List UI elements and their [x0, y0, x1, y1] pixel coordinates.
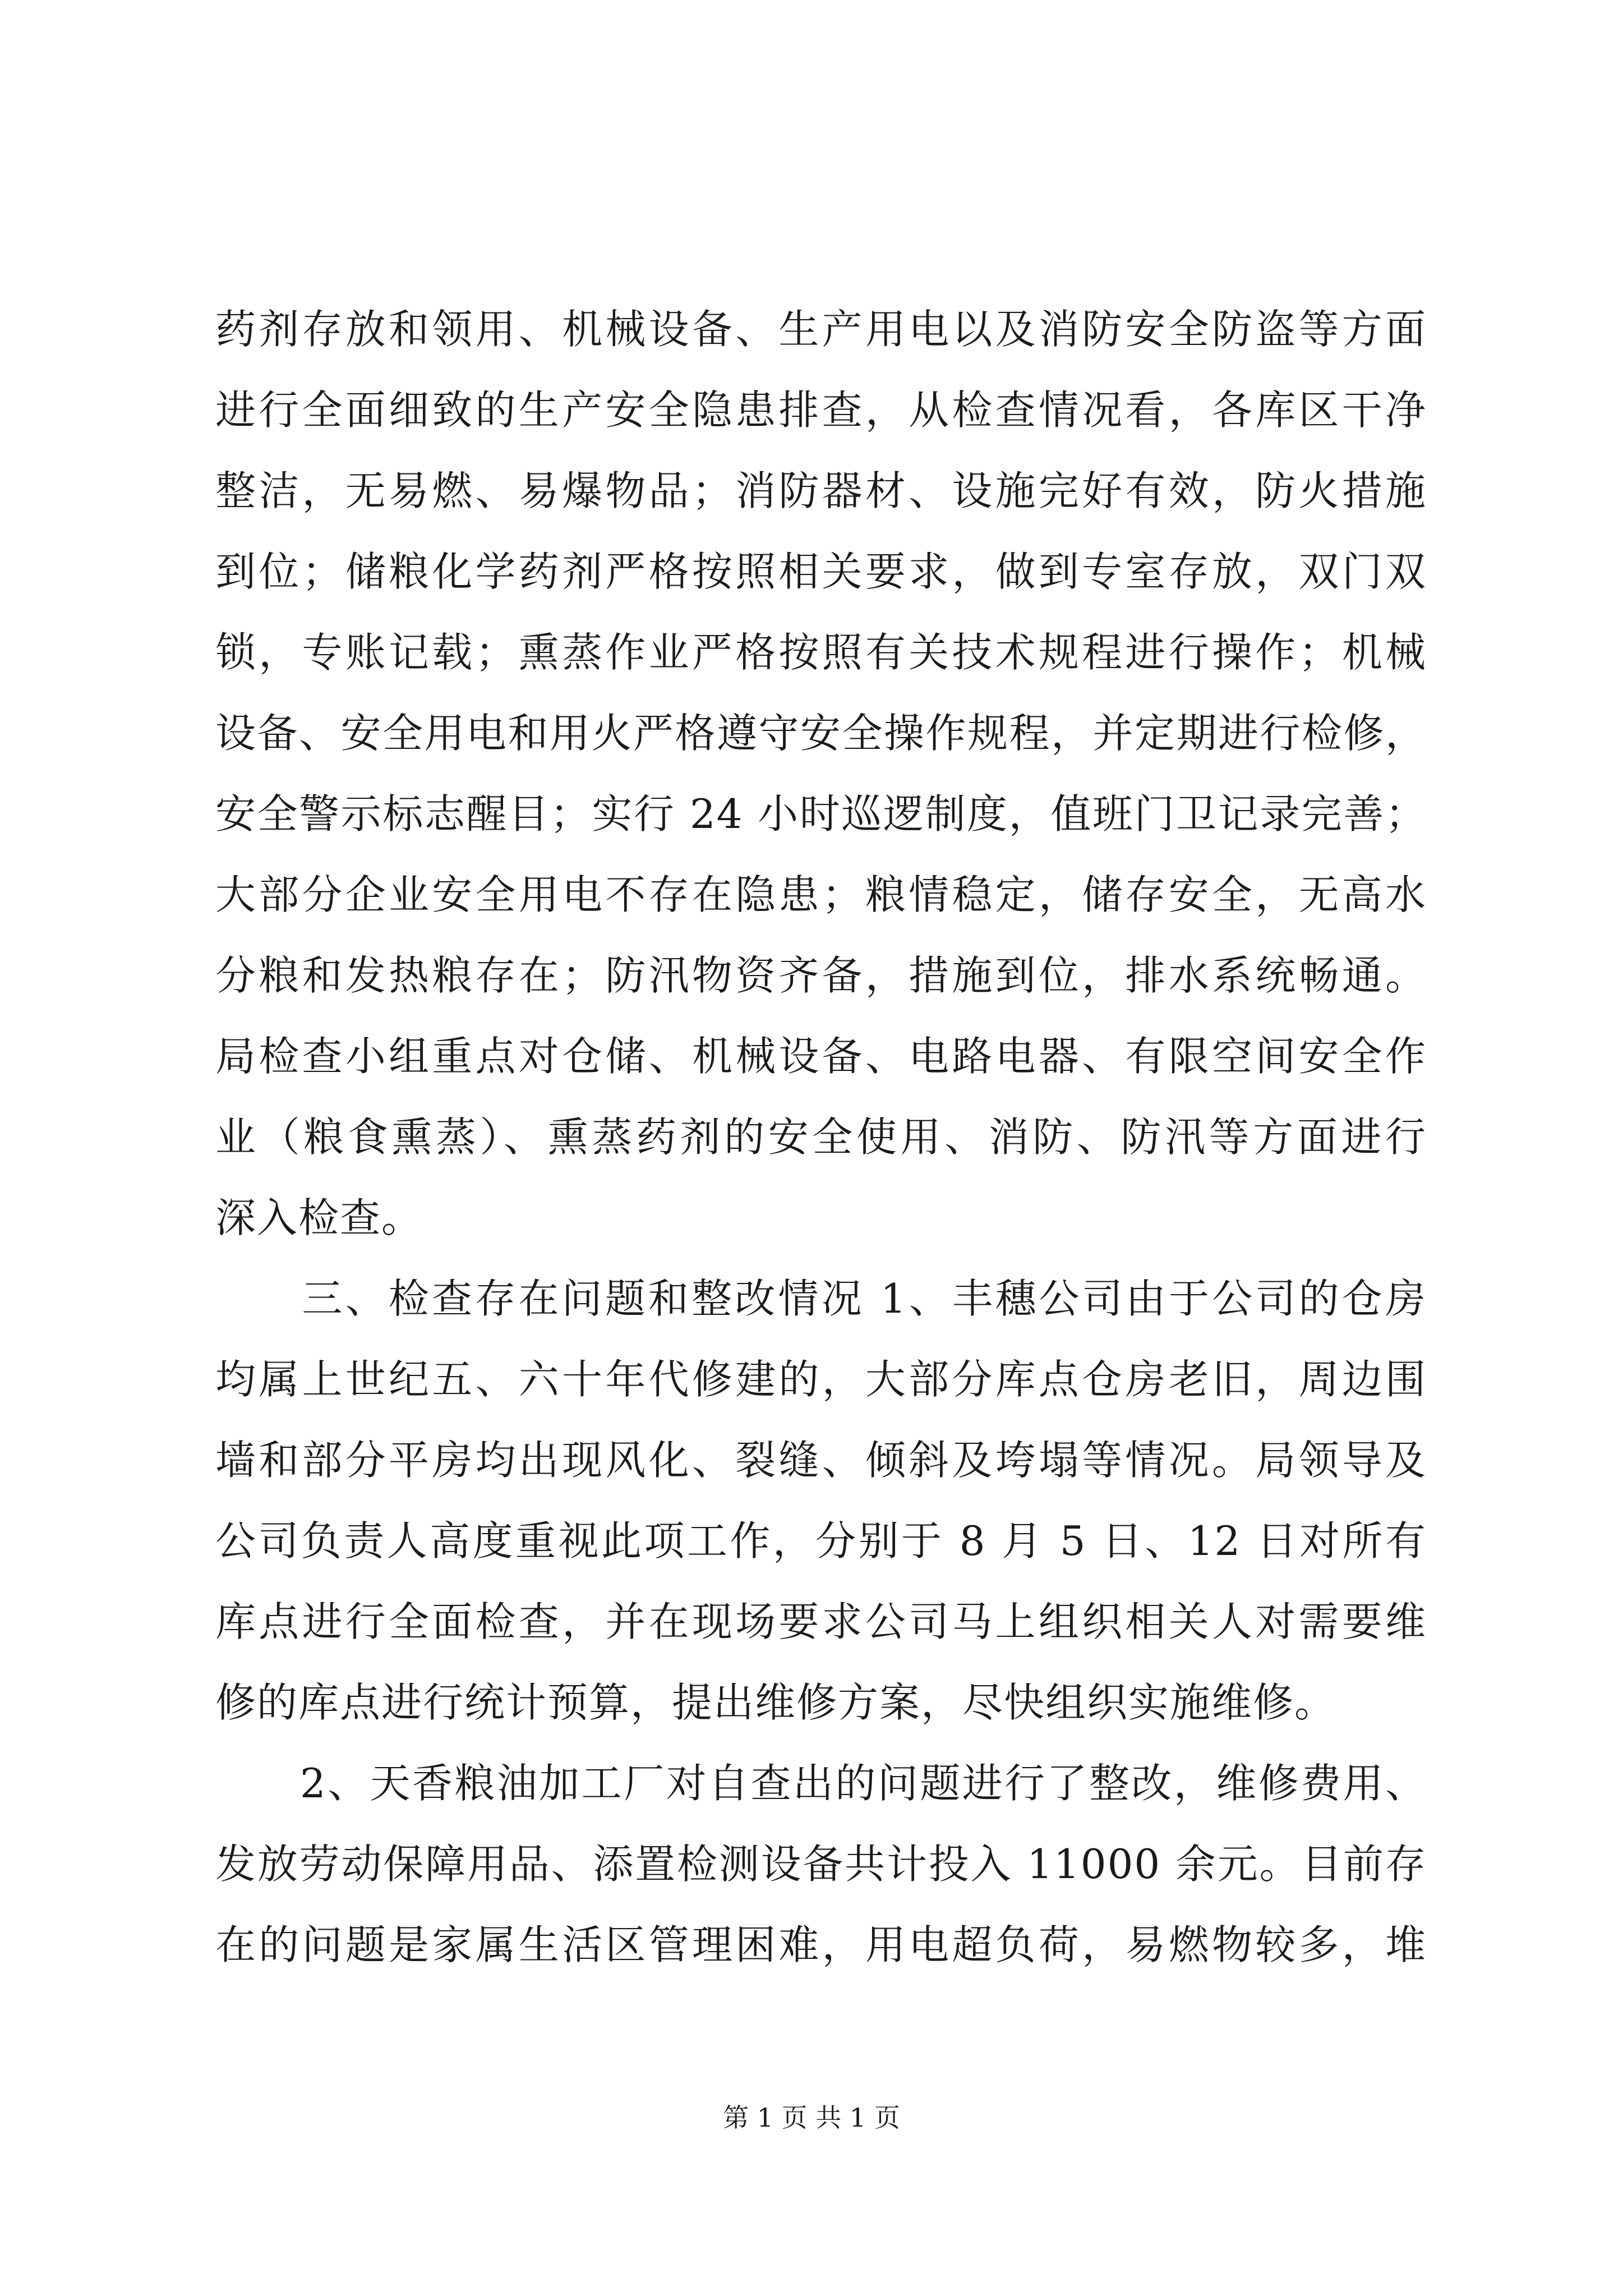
document-body	[215, 289, 1427, 1985]
text-line: 修的库点进行统计预算，提出维修方案，尽快组织实施维修。	[215, 1679, 1336, 1726]
text-line: 公司负责人高度重视此项工作，分别于 8 月 5 日、12 日对所有	[215, 1517, 1427, 1565]
text-line: 局检查小组重点对仓储、机械设备、电路电器、有限空间安全作	[215, 1033, 1427, 1080]
text-line: 药剂存放和领用、机械设备、生产用电以及消防安全防盗等方面	[215, 306, 1427, 353]
text-line: 到位；储粮化学药剂严格按照相关要求，做到专室存放，双门双	[215, 548, 1427, 595]
page-number: 第 1 页 共 1 页	[723, 2102, 900, 2133]
text-line: 安全警示标志醒目；实行 24 小时巡逻制度，值班门卫记录完善；	[215, 790, 1427, 838]
text-line: 大部分企业安全用电不存在隐患；粮情稳定，储存安全，无高水	[215, 871, 1427, 918]
text-line: 三、检查存在问题和整改情况 1、丰穗公司由于公司的仓房	[215, 1275, 1427, 1322]
page-footer	[0, 2101, 1623, 2134]
text-line: 设备、安全用电和用火严格遵守安全操作规程，并定期进行检修，	[215, 710, 1427, 757]
text-line: 库点进行全面检查，并在现场要求公司马上组织相关人对需要维	[215, 1598, 1427, 1645]
text-line: 整洁，无易燃、易爆物品；消防器材、设施完好有效，防火措施	[215, 467, 1427, 514]
text-line: 2、天香粮油加工厂对自查出的问题进行了整改，维修费用、	[215, 1760, 1427, 1807]
text-line: 业（粮食熏蒸）、熏蒸药剂的安全使用、消防、防汛等方面进行	[215, 1114, 1427, 1161]
text-line: 进行全面细致的生产安全隐患排查，从检查情况看，各库区干净	[215, 386, 1427, 434]
text-line: 锁，专账记载；熏蒸作业严格按照有关技术规程进行操作；机械	[215, 629, 1427, 676]
text-line: 深入检查。	[215, 1194, 423, 1241]
text-line: 分粮和发热粮存在；防汛物资齐备，措施到位，排水系统畅通。	[215, 952, 1427, 999]
text-line: 均属上世纪五、六十年代修建的，大部分库点仓房老旧，周边围	[215, 1356, 1427, 1403]
text-line: 在的问题是家属生活区管理困难，用电超负荷，易燃物较多，堆	[215, 1921, 1427, 1968]
text-line: 发放劳动保障用品、添置检测设备共计投入 11000 余元。目前存	[215, 1841, 1427, 1888]
text-line: 墙和部分平房均出现风化、裂缝、倾斜及垮塌等情况。局领导及	[215, 1437, 1427, 1484]
